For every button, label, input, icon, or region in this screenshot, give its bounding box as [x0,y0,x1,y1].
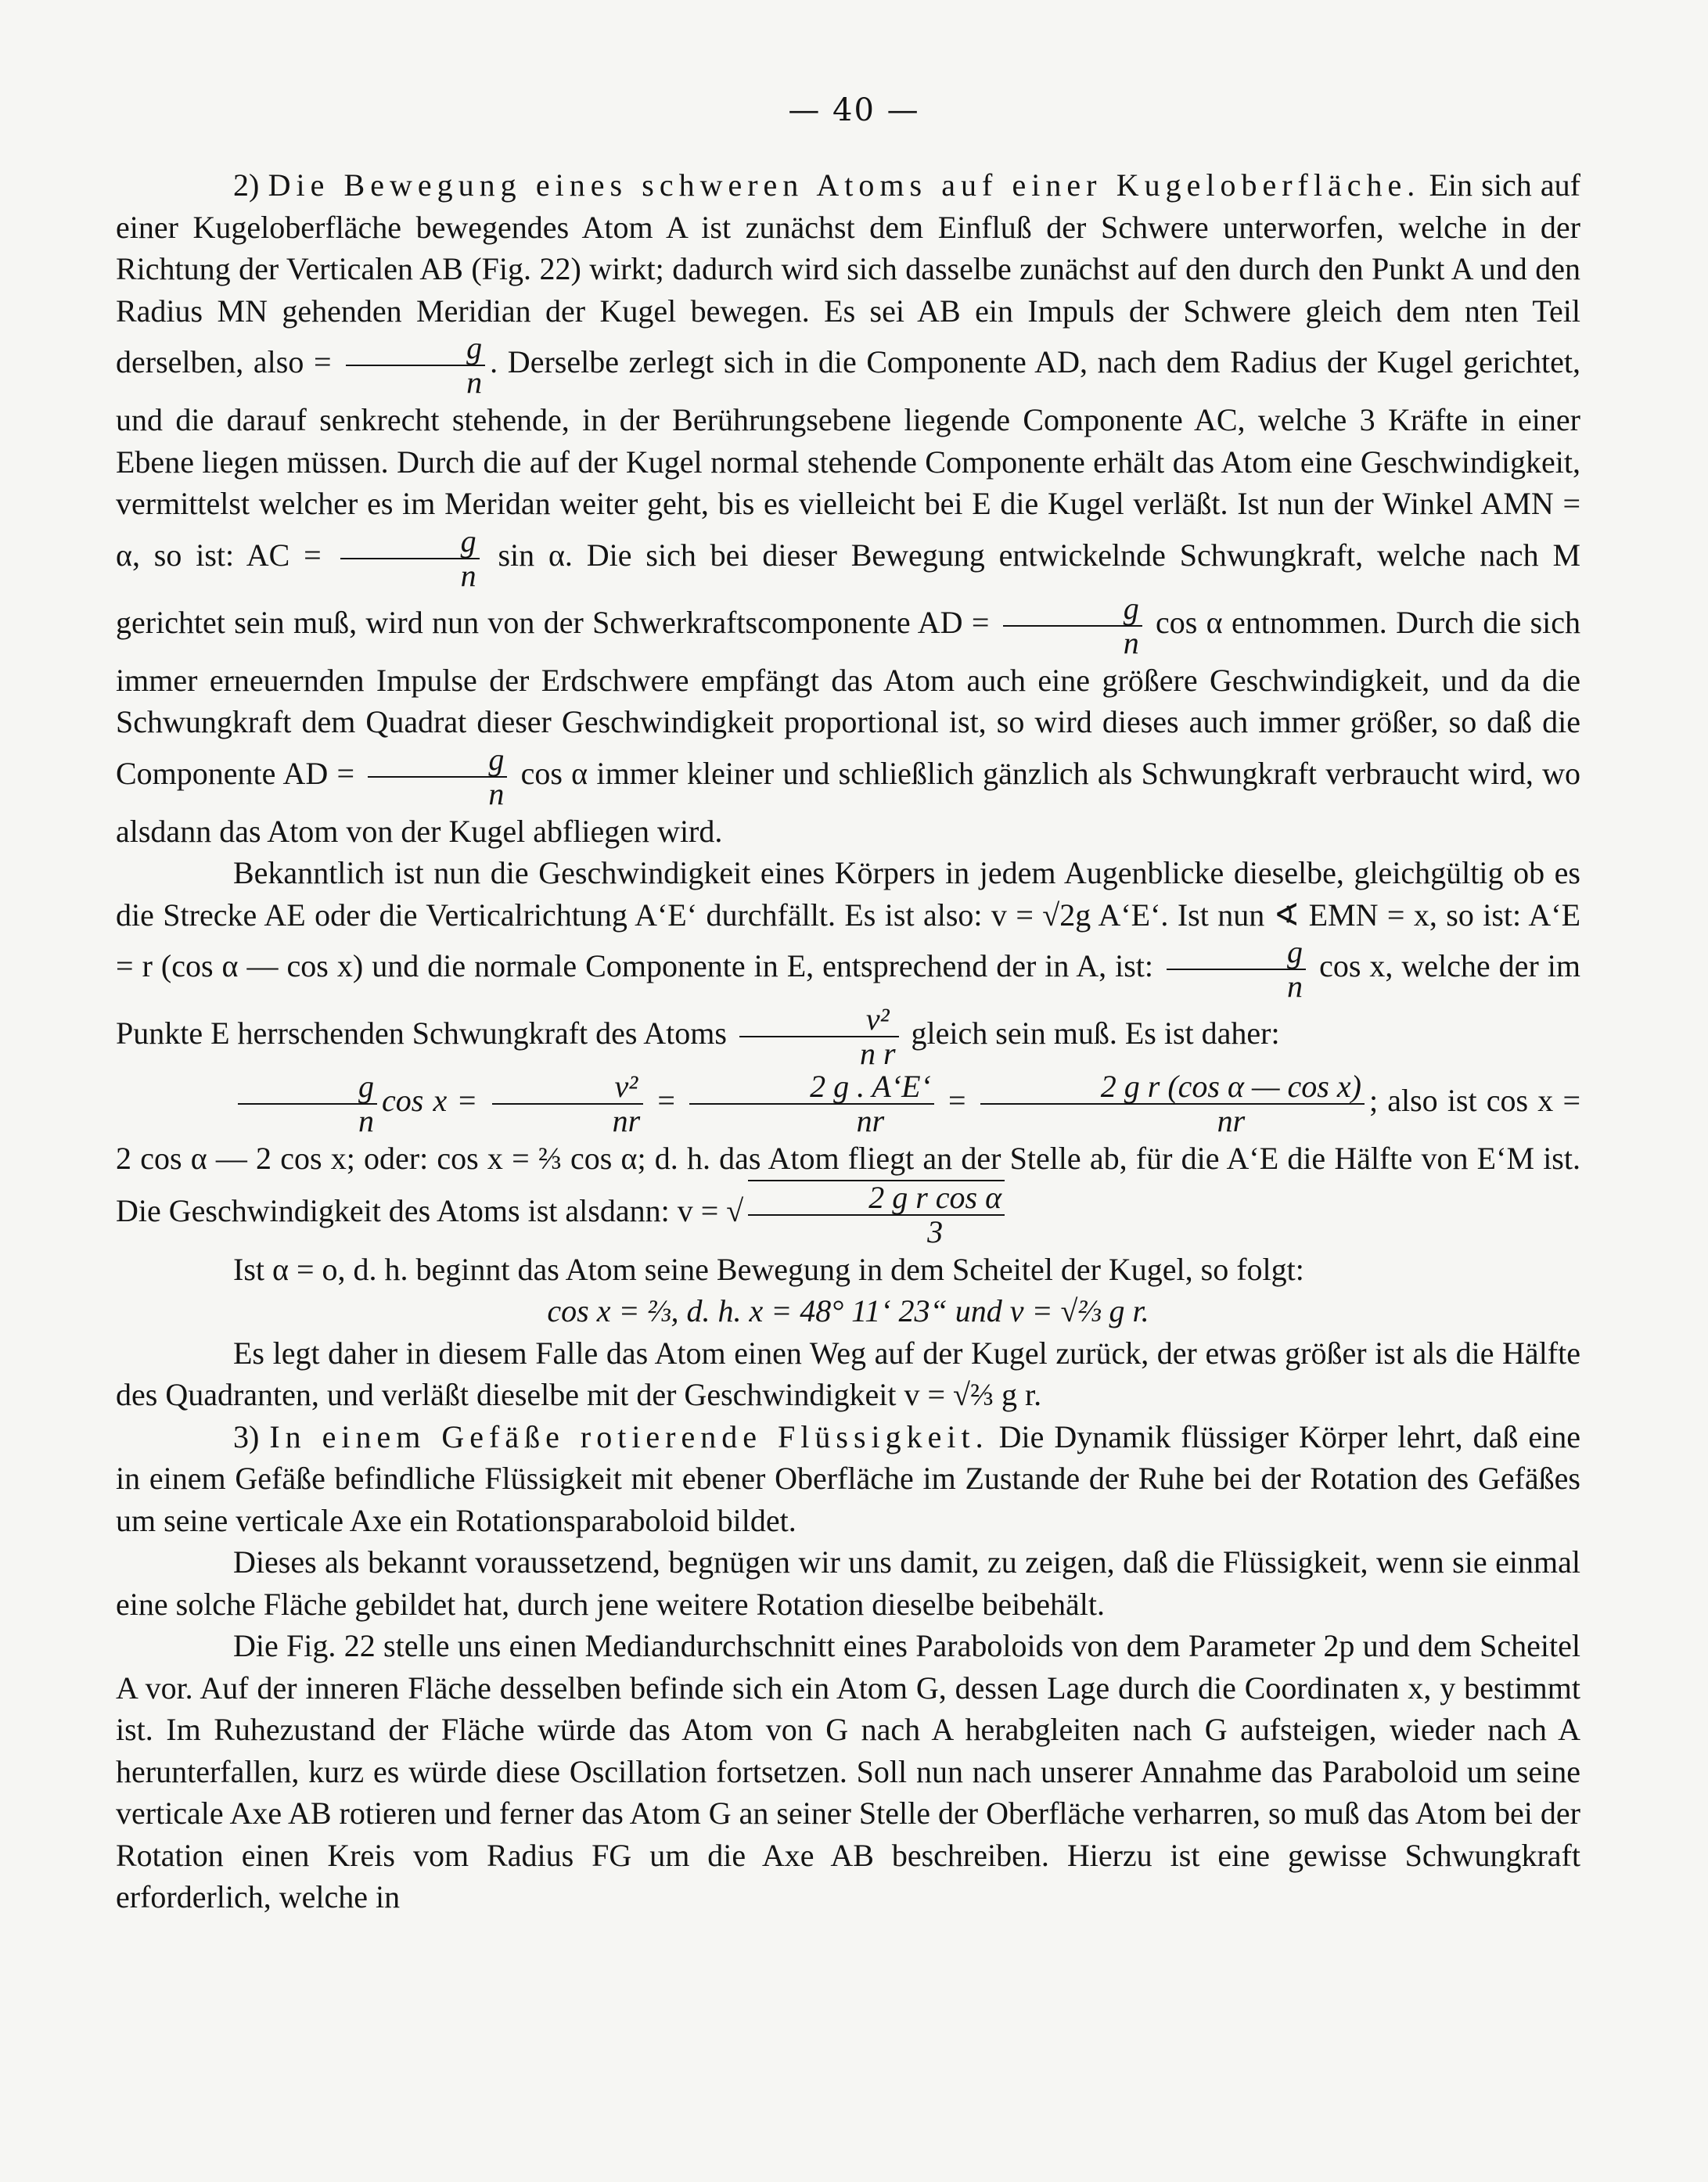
paraboloid-paragraph [116,1625,1580,1918]
equals-sign: = [948,1083,966,1119]
fraction-numerator: v² [492,1070,644,1105]
fraction-denominator: nr [1217,1103,1246,1138]
fraction-denominator: n [1123,624,1139,660]
fraction-v2-over-nr [739,1003,899,1070]
fraction-g-over-n [1167,936,1306,1003]
equation-line [116,1070,1580,1249]
fraction-g-over-n [238,1070,377,1138]
sqrt-sign: √ [726,1192,744,1228]
quadrant-paragraph [116,1332,1580,1416]
fraction-denominator: nr [856,1103,885,1138]
fraction-denominator: 3 [927,1213,944,1249]
fraction-numerator: v² [739,1003,899,1037]
quadrant-text: Es legt daher in diesem Falle das Atom einen Weg auf der Kugel zurück, der etwas größer ist als die Hälfte des Quadranten, und verläßt dieselbe mit der Geschwindigkeit v = √⅔ g r. [116,1335,1580,1412]
fraction-denominator: n [460,557,476,593]
velocity-text-c: gleich sein muß. Es ist daher: [911,1016,1280,1051]
equation-lhs: cos x = [382,1083,478,1119]
fraction-2gr-cos-over-nr [980,1070,1365,1138]
vertex-text: Ist α = o, d. h. beginnt das Atom seine Bewegung in dem Scheitel der Kugel, so folgt: [233,1251,1304,1287]
section-3-heading: In einem Gefäße rotierende Flüssigkeit. [269,1418,989,1454]
page-number: — 40 — [788,92,920,128]
fraction-numerator: g [1167,936,1306,970]
velocity-paragraph [116,852,1580,1249]
velocity-text-b: cos x, welche der im Punkte E herrschenden Schwungkraft des Atoms [116,948,1580,1051]
section-3-paragraph [116,1416,1580,1542]
fraction-numerator: g [1003,592,1142,627]
section-2-number: 2) [233,167,260,203]
assumption-paragraph [116,1541,1580,1625]
section-2-text-b: . Derselbe zerlegt sich in die Componente AD, nach dem Radius der Kugel gerichtet, und die darauf senkrecht stehende, in der Berührungsebene liegende Componente AC, welche 3 Kräfte in einer Ebene liegen müssen. Durch die auf der Kugel normal stehende Componente erhält das Atom eine Geschwindigkeit, vermittelst welcher es im Meridan weiter geht, bis es vielleicht bei E die Kugel verläßt. Ist nun der Winkel AMN = α, so ist: AC = [116,344,1581,573]
fraction-numerator: g [238,1070,377,1105]
section-2-text-a: Ein sich auf einer Kugeloberfläche bewegendes Atom A ist zunächst dem Einfluß der Schwere unterworfen, welche in der Richtung der Verticalen AB (Fig. 22) wirkt; dadurch wird sich dasselbe zunächst auf den durch den Punkt A und den Radius MN gehenden Meridian der Kugel bewegen. Es sei AB ein Impuls der Schwere gleich dem nten Teil derselben, also = [116,167,1581,380]
fraction-v2-over-nr [492,1070,644,1138]
fraction-denominator: n [488,775,505,811]
fraction-numerator: g [340,525,480,559]
fraction-g-over-n [1003,592,1142,660]
assumption-text: Dieses als bekannt voraussetzend, begnügen wir uns damit, zu zeigen, daß die Flüssigkeit, wenn sie einmal eine solche Fläche gebildet hat, durch jene weitere Rotation dieselbe beibehält. [116,1544,1580,1622]
paraboloid-text: Die Fig. 22 stelle uns einen Mediandurchschnitt eines Paraboloids von dem Parameter 2p und dem Scheitel A vor. Auf der inneren Fläche desselben befinde sich ein Atom G, dessen Lage durch die Coordinaten x, y bestimmt ist. Im Ruhezustand der Fläche würde das Atom von G nach A herabgleiten nach G aufsteigen, wieder nach A herunterfallen, kurz es würde diese Oscillation fortsetzen. Soll nun nach unserer Annahme das Paraboloid um seine verticale Axe AB rotieren und ferner das Atom G an seiner Stelle der Oberfläche verharren, so muß das Atom bei der Rotation einen Kreis vom Radius FG um die Axe AB beschreiben. Hierzu ist eine gewisse Schwungkraft erforderlich, welche in [116,1628,1580,1914]
section-2-text-d: cos α entnommen. Durch die sich immer erneuernden Impulse der Erdschwere empfängt das Atom auch eine größere Geschwindigkeit, und da die Schwungkraft dem Quadrat dieser Geschwindigkeit proportional ist, so wird dieses auch immer größer, so daß die Componente AD = [116,604,1581,791]
fraction-denominator: n r [859,1036,896,1071]
fraction-denominator: n [466,365,483,400]
fraction-2g-ae-over-nr [689,1070,934,1138]
fraction-g-over-n [346,332,485,399]
equals-sign: = [657,1083,675,1119]
fraction-denominator: n [358,1103,374,1138]
vertex-paragraph [116,1249,1580,1291]
fraction-numerator: g [368,743,507,778]
section-2-text-e: cos α immer kleiner und schließlich gänzlich als Schwungkraft verbraucht wird, wo alsdann das Atom von der Kugel abfliegen wird. [116,755,1581,849]
equation-tail: ; also ist cos x = 2 cos α — 2 cos x; oder: cos x = ⅔ cos α; d. h. das Atom fliegt an der Stelle ab, für die A‘E die Hälfte von E‘M ist. Die Geschwindigkeit des Atoms ist alsdann: v = [116,1083,1581,1228]
section-2-paragraph [116,164,1580,852]
page-body [116,164,1580,1918]
fraction-denominator: nr [612,1103,641,1138]
fraction-g-over-n [340,525,480,592]
fraction-numerator: g [346,332,485,366]
fraction-sqrt-argument [748,1180,1005,1249]
fraction-numerator: 2 g r (cos α — cos x) [980,1070,1365,1105]
velocity-text-a: Bekanntlich ist nun die Geschwindigkeit eines Körpers in jedem Augenblicke dieselbe, gleichgültig ob es die Strecke AE oder die Verticalrichtung A‘E‘ durchfällt. Es ist also: v = √2g A‘E‘. Ist nun ∢ EMN = x, so ist: A‘E = r (cos α — cos x) und die normale Componente in E, entsprechend der in A, ist: [116,855,1580,984]
section-2-heading: Die Bewegung eines schweren Atoms auf einer Kugeloberfläche. [268,167,1421,203]
fraction-numerator: 2 g . A‘E‘ [689,1070,934,1105]
vertex-equation: cos x = ⅔, d. h. x = 48° 11‘ 23“ und v = √⅔ g r. [547,1293,1149,1328]
section-3-text: Die Dynamik flüssiger Körper lehrt, daß eine in einem Gefäße befindliche Flüssigkeit mit ebener Oberfläche im Zustande der Ruhe bei der Rotation des Gefäßes um seine verticale Axe ein Rotationsparaboloid bildet. [116,1418,1580,1538]
section-3-number: 3) [233,1418,260,1454]
fraction-numerator: 2 g r cos α [748,1181,1005,1216]
fraction-denominator: n [1287,969,1303,1004]
fraction-g-over-n [368,743,507,811]
section-2-text-c: sin α. Die sich bei dieser Bewegung entwickelnde Schwungkraft, welche nach M gerichtet sein muß, wird nun von der Schwerkraftscomponente AD = [116,537,1581,640]
